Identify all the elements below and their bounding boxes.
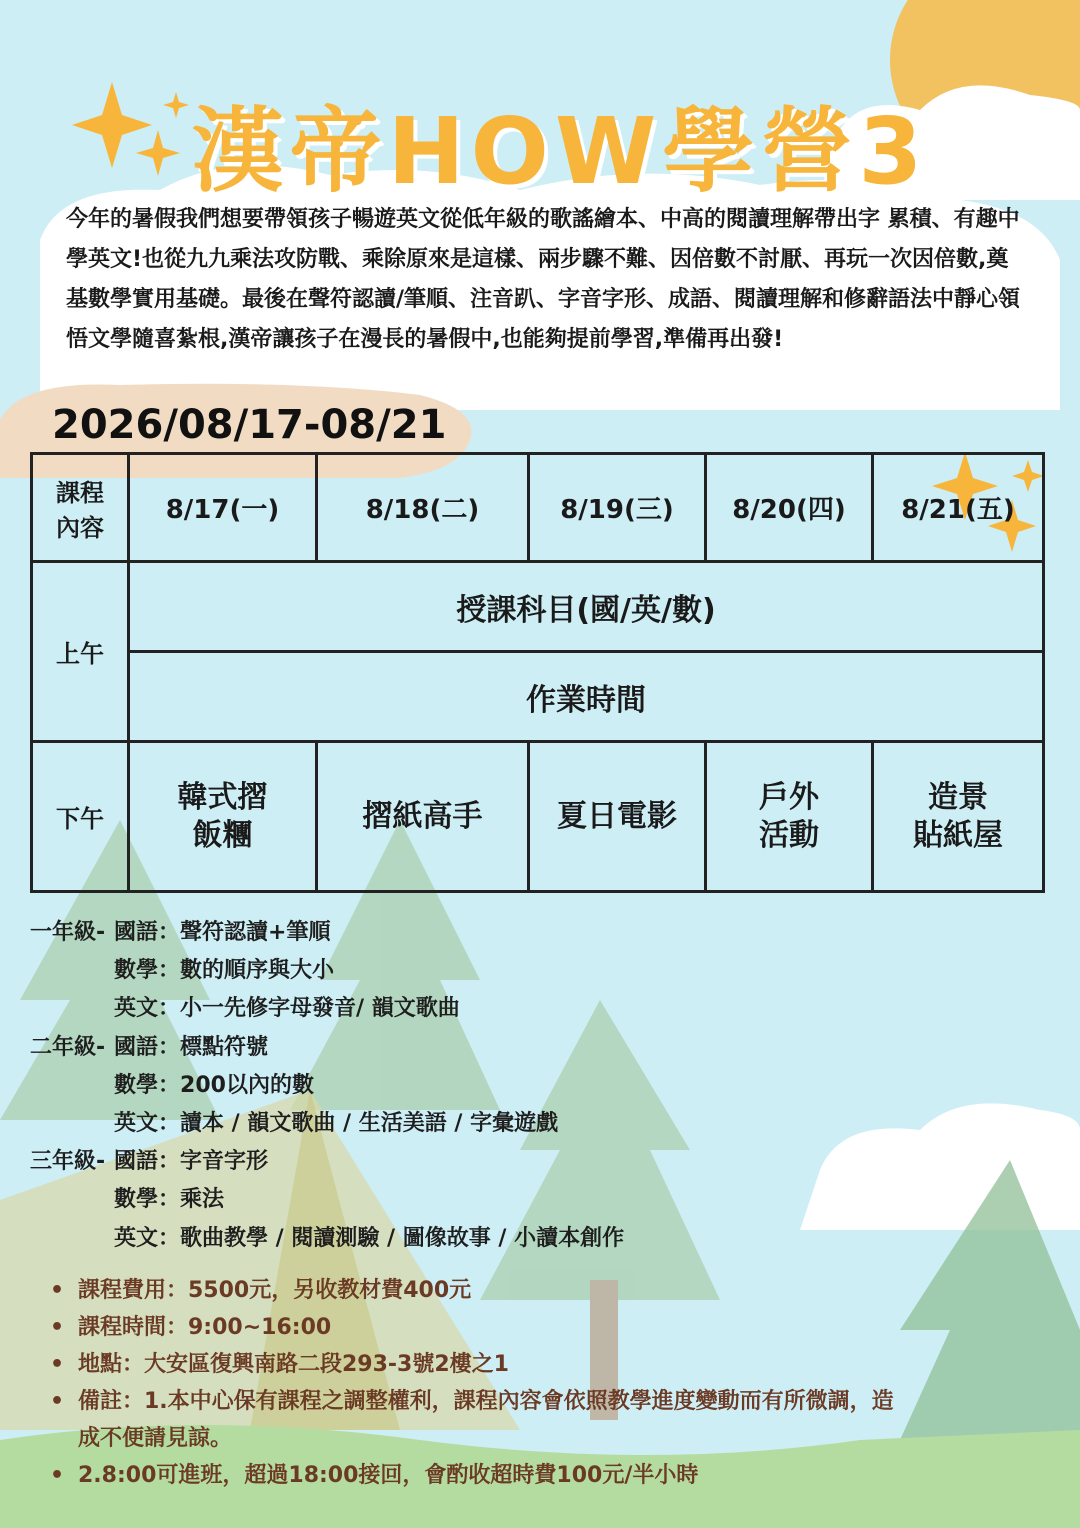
subject-content: 歌曲教學 / 閱讀測驗 / 圖像故事 / 小讀本創作 (180, 1225, 625, 1251)
subject-content: 字音字形 (180, 1149, 269, 1175)
note-location: • 地點：大安區復興南路二段293-3號2樓之1 (50, 1346, 1020, 1383)
morning-row-1 (32, 562, 1044, 652)
intro-paragraph: 今年的暑假我們想要帶領孩子暢遊英文從低年級的歌謠繪本、中高的閱讀理解帶出字 累積、有趣中學英文!也從九九乘法攻防戰、乘除原來是這樣、兩步驟不難、因倍數不討厭、再玩一次因倍數,奠基數學實用基礎。最後在聲符認讀/筆順、注音趴、字音字形、成語、閱讀理解和修辭語法中靜心領悟文學隨喜紮根,漢帝讓孩子在漫長的暑假中,也能夠提前學習,準備再出發! (66, 207, 1021, 352)
subject-label: 英文： (114, 1110, 181, 1136)
page-title: 漢帝HOW學營3 (191, 98, 929, 205)
corner-label-line2: 內容 (56, 513, 104, 542)
afternoon-activity (529, 742, 706, 892)
subject-label: 國語： (114, 920, 181, 945)
morning-row-2 (32, 652, 1044, 742)
afternoon-activity (873, 742, 1044, 892)
corner-label-line1: 課程 (56, 478, 104, 507)
note-time: • 課程時間：9:00~16:00 (50, 1309, 1020, 1346)
morning-label: 上午 (32, 562, 129, 742)
activity-line: 貼紙屋 (913, 817, 1003, 853)
activity-line: 韓式摺 (177, 779, 268, 815)
note-fee: • 課程費用：5500元，另收教材費400元 (50, 1272, 1020, 1309)
table-header-row (32, 454, 1044, 562)
day-header: 8/20(四) (706, 454, 873, 562)
grade-label: 二年級- (30, 1034, 106, 1060)
afternoon-label: 下午 (32, 742, 129, 892)
list-item (30, 990, 624, 1028)
activity-line: 活動 (759, 817, 819, 853)
activity-line: 摺紙高手 (362, 798, 483, 834)
activity-line: 造景 (928, 779, 988, 815)
schedule-table (30, 452, 1045, 893)
morning-subjects: 授課科目(國/英/數) (129, 562, 1044, 652)
subject-content: 200以內的數 (180, 1072, 314, 1098)
list-item (30, 1143, 624, 1181)
subject-label: 數學： (114, 958, 181, 984)
note-remark-1-continued: 成不便請見諒。 (78, 1426, 233, 1451)
date-range: 2026/08/17-08/21 (52, 402, 447, 448)
note-remark-1: • 備註：1.本中心保有課程之調整權利，課程內容會依照教學進度變動而有所微調，造 (50, 1383, 1020, 1420)
subject-content: 小一先修字母發音/ 韻文歌曲 (180, 996, 460, 1022)
note-remark-2: • 2.8:00可進班，超過18:00接回，會酌收超時費100元/半小時 (50, 1457, 1020, 1494)
corner-label (32, 454, 129, 562)
subject-content: 讀本 / 韻文歌曲 / 生活美語 / 字彙遊戲 (180, 1110, 559, 1136)
subject-label: 數學： (114, 1072, 181, 1098)
subject-label: 英文： (114, 996, 181, 1022)
notes-list (50, 1272, 1020, 1494)
subject-content: 乘法 (180, 1187, 225, 1213)
day-header: 8/18(二) (317, 454, 529, 562)
list-item (30, 952, 624, 990)
subject-content: 數的順序與大小 (180, 958, 335, 984)
list-item (30, 1220, 624, 1258)
homework-time: 作業時間 (129, 652, 1044, 742)
activity-line: 夏日電影 (557, 798, 677, 834)
afternoon-activity (129, 742, 317, 892)
list-item (30, 1067, 624, 1105)
subject-label: 國語： (114, 1149, 181, 1175)
list-item (30, 1181, 624, 1219)
afternoon-activity (706, 742, 873, 892)
subject-list (30, 914, 624, 1258)
subject-content: 聲符認讀+筆順 (180, 920, 331, 945)
activity-line: 飯糰 (192, 817, 253, 853)
afternoon-activity (317, 742, 529, 892)
list-item (30, 1029, 624, 1067)
list-item (30, 1105, 624, 1143)
activity-line: 戶外 (759, 779, 819, 815)
day-header: 8/17(一) (129, 454, 317, 562)
day-header: 8/21(五) (873, 454, 1044, 562)
subject-content: 標點符號 (180, 1034, 269, 1060)
subject-label: 國語： (114, 1034, 181, 1060)
subject-label: 數學： (114, 1187, 181, 1213)
day-header: 8/19(三) (529, 454, 706, 562)
afternoon-row (32, 742, 1044, 892)
grade-label: 一年級- (30, 920, 106, 945)
list-item (30, 914, 624, 952)
grade-label: 三年級- (30, 1149, 106, 1175)
subject-label: 英文： (114, 1225, 181, 1251)
